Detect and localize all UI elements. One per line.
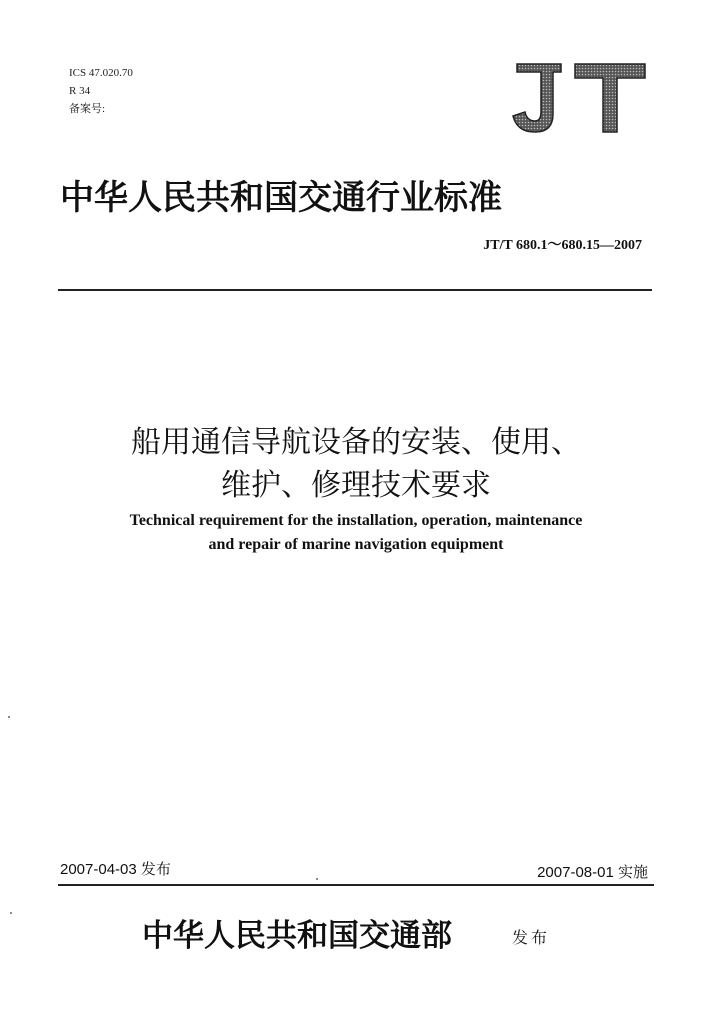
effective-date: 2007-08-01 实施 <box>537 864 648 881</box>
standard-number: JT/T 680.1～680.15—2007 <box>483 238 642 253</box>
scan-speck <box>316 878 318 880</box>
record-number: 备案号: <box>69 103 106 115</box>
chinese-title-line-2: 维护、修理技术要求 <box>221 468 491 503</box>
jt-logo <box>503 58 653 138</box>
issue-date: 2007-04-03 发布 <box>60 861 171 878</box>
standard-title: 中华人民共和国交通行业标准 <box>60 178 502 218</box>
ics-code: ICS 47.020.70 <box>69 67 133 79</box>
scan-speck <box>10 912 12 914</box>
logo-letter-j <box>513 64 561 132</box>
scan-speck <box>8 716 10 718</box>
header-divider <box>58 289 652 291</box>
classification-block <box>69 64 133 118</box>
publish-label: 发布 <box>512 928 551 947</box>
english-title-line-1: Technical requirement for the installation, operation, maintenance <box>129 512 583 529</box>
class-code: R 34 <box>69 85 91 97</box>
chinese-title-line-1: 船用通信导航设备的安装、使用、 <box>131 425 581 460</box>
footer-divider <box>58 884 654 886</box>
logo-letter-t <box>575 64 645 132</box>
english-title-line-2: and repair of marine navigation equipment <box>208 536 504 553</box>
issuing-ministry: 中华人民共和国交通部 <box>142 918 452 954</box>
